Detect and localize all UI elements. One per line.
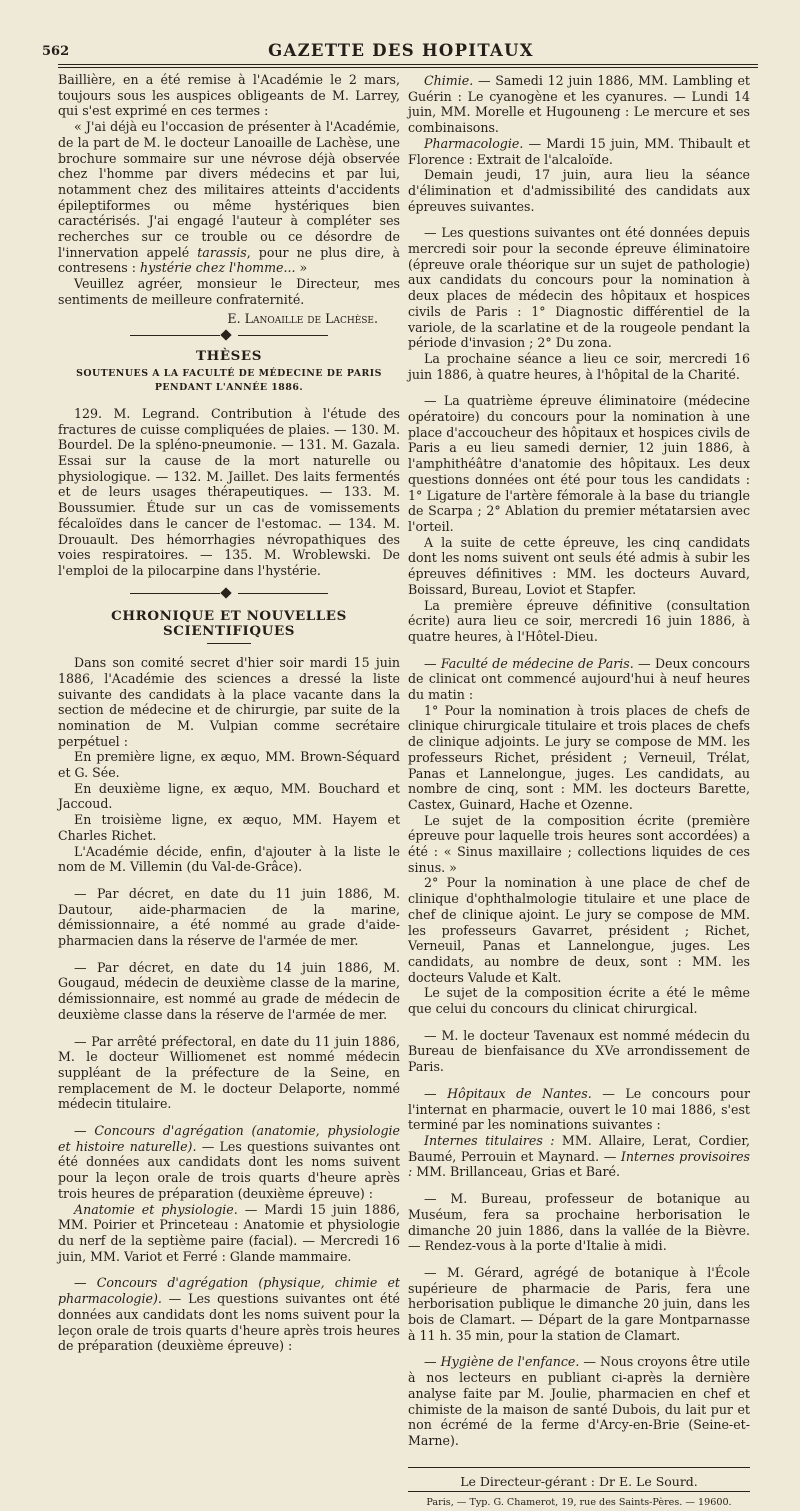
- chronique-agregation-1: — Concours d'agrégation (anatomie, physiologie et histoire naturelle). — Les questions suivantes ont été données aux candidats dont les noms suivent pour la leçon orale de trois quarts d'heure après trois heures de préparation (deuxième épreuve) :: [58, 1123, 400, 1201]
- theses-title: THÈSES: [196, 348, 262, 365]
- chronique-agregation-2: — Concours d'agrégation (physique, chimie et pharmacologie). — Les questions suivantes ont été données aux candidats dont les noms suivent pour la leçon orale de trois quarts d'heure après trois heures de préparation (deuxième épreuve) :: [58, 1275, 400, 1354]
- letter-intro: Baillière, en a été remise à l'Académie le 2 mars, toujours sous les auspices obligeants de M. Larrey, qui s'est exprimé en ces termes :: [58, 72, 400, 119]
- chronique-anatomie: Anatomie et physiologie. — Mardi 15 juin 1886, MM. Poirier et Princeteau : Anatomie et physiologie du nerf de la septième paire (facial). — Mercredi 16 juin, MM. Variot et Ferré : Glande mammaire.: [58, 1201, 400, 1264]
- internes: Internes titulaires : MM. Allaire, Lerat, Cordier, Baumé, Perrouin et Maynard. — Internes provisoires : MM. Brillanceau, Grias et Baré.: [408, 1133, 750, 1180]
- seance-elimination: Demain jeudi, 17 juin, aura lieu la séance d'élimination et d'admissibilité des candidats aux épreuves suivantes.: [408, 167, 750, 214]
- chronique-decret-dautour: — Par décret, en date du 11 juin 1886, M. Dautour, aide-pharmacien de la marine, démissionnaire, a été nommé au grade d'aide-pharmacien dans la réserve de l'armée de mer.: [58, 885, 400, 949]
- herborisation-gerard: — M. Gérard, agrégé de botanique à l'École supérieure de pharmacie de Paris, fera une herborisation publique le dimanche 20 juin, dans les bois de Clamart. — Départ de la gare Montparnasse à 11 h. 35 min, pour la station de Clamart.: [408, 1264, 750, 1343]
- chronique-rule: [207, 643, 251, 644]
- letter-quote: « J'ai déjà eu l'occasion de présenter à l'Académie, de la part de M. le docteur Lanoaille de Lachèse, une brochure sommaire sur une névrose déjà observée chez l'homme par divers médecins et par lui, notamment chez des militaires atteints d'accidents épileptiformes ou même hystériques bien caractérisés. J'ai engagé l'auteur à compléter ses recherches sur ce trouble ou ce désordre de l'innervation appelé tarassis, pour ne plus dire, à contresens : hystérie chez l'homme... »: [58, 119, 400, 276]
- epreuve-definitive: La première épreuve définitive (consultation écrite) aura lieu ce soir, mercredi 16 juin 1886, à quatre heures, à l'Hôtel-Dieu.: [408, 597, 750, 644]
- ornament-divider: [58, 331, 400, 340]
- hygiene-enfance: — Hygiène de l'enfance. — Nous croyons être utile à nos lecteurs en publiant ci-après la dernière analyse faite par M. Joulie, pharmacien en chef et chimiste de la maison de santé Dubois, du lait pur et non écrémé de la ferme d'Arcy-en-Brie (Seine-et-Marne).: [408, 1354, 750, 1448]
- footer-rule: [408, 1467, 750, 1468]
- sujet-composition: Le sujet de la composition écrite (première épreuve pour laquelle trois heures sont accordées) a été : « Sinus maxillaire ; collections liquides de ces sinus. »: [408, 812, 750, 875]
- page-header: [40, 36, 762, 64]
- faculte-clinicat: — Faculté de médecine de Paris. — Deux concours de clinicat ont commencé aujourd'hui à neuf heures du matin :: [408, 655, 750, 703]
- journal-title: GAZETTE DES HOPITAUX: [268, 41, 534, 60]
- clinique-ophtalmologie: 2° Pour la nomination à une place de chef de clinique d'ophthalmologie titulaire et une place de chef de clinique ajoint. Le jury se compose de MM. les professeurs Gavarret, président ; Richet, Verneuil, Panas et Lannelongue, juges. Les candidats, au nombre de deux, sont : MM. les docteurs Valude et Kalt.: [408, 875, 750, 985]
- hopitaux-nantes: — Hôpitaux de Nantes. — Le concours pour l'internat en pharmacie, ouvert le 10 mai 1886, s'est terminé par les nominations suivantes :: [408, 1085, 750, 1133]
- chronique-line-2: En deuxième ligne, ex æquo, MM. Bouchard et Jaccoud.: [58, 780, 400, 812]
- accoucheur-epreuve: — La quatrième épreuve éliminatoire (médecine opératoire) du concours pour la nomination à une place d'accoucheur des hôpitaux et hospices civils de Paris a eu lieu samedi dernier, 12 juin 1886, à l'amphithéâtre d'anatomie des hôpitaux. Les deux questions données ont été pour tous les candidats : 1° Ligature de l'artère fémorale à la base du triangle de Scarpa ; 2° Ablation du premier métatarsien avec l'orteil.: [408, 393, 750, 534]
- printer-line: Paris, — Typ. G. Chamerot, 19, rue des Saints-Pères. — 19600.: [426, 1497, 732, 1509]
- theses-list: 129. M. Legrand. Contribution à l'étude des fractures de cuisse compliquées de plaies. — 130. M. Bourdel. De la spléno-pneumonie. — 131. M. Gazala. Essai sur la cause de la mort naturelle ou physiologique. — 132. M. Jaillet. Des laits fermentés et de leurs usages thérapeutiques. — 133. M. Boussumier. Étude sur un cas de vomissements fécaloïdes dans le cancer de l'estomac. — 134. M. Drouault. Des hémorrhagies névropathiques des voies respiratoires. — 135. M. Wroblewski. De l'emploi de la pilocarpine dans l'hystérie.: [58, 405, 400, 578]
- letter-signature: E. Lanoaille de Lachèse.: [227, 310, 378, 326]
- chronique-line-1: En première ligne, ex æquo, MM. Brown-Séquard et G. Sée.: [58, 749, 400, 781]
- questions-medecin: — Les questions suivantes ont été données depuis mercredi soir pour la seconde épreuve éliminatoire (épreuve orale théorique sur un sujet de pathologie) aux candidats du concours pour la nomination à deux places de médecin des hôpitaux et hospices civils de Paris : 1° Diagnostic différentiel de la variole, de la scarlatine et de la rougeole pendant la période d'invasion ; 2° Du zona.: [408, 225, 750, 351]
- page-number: 562: [42, 44, 70, 59]
- ornament-divider: [58, 589, 400, 598]
- chronique-title: CHRONIQUE ET NOUVELLES SCIENTIFIQUES: [111, 607, 347, 640]
- candidats-admis: A la suite de cette épreuve, les cinq candidats dont les noms suivent ont seuls été admis à subir les épreuves définitives : MM. les docteurs Auvard, Boissard, Bureau, Loviot et Stapfer.: [408, 534, 750, 597]
- chronique-decret-gougaud: — Par décret, en date du 14 juin 1886, M. Gougaud, médecin de deuxième classe de la marine, démissionnaire, est nommé au grade de médecin de deuxième classe dans la réserve de l'armée de mer.: [58, 959, 400, 1022]
- printer-rule: [408, 1491, 750, 1492]
- right-column: [408, 73, 750, 1511]
- directeur-gerant: Le Directeur-gérant : Dr E. Le Sourd.: [460, 1473, 698, 1489]
- letter-closing: Veuillez agréer, monsieur le Directeur, mes sentiments de meilleure confraternité.: [58, 276, 400, 307]
- herborisation-bureau: — M. Bureau, professeur de botanique au Muséum, fera sa prochaine herborisation le dimanche 20 juin 1886, dans la vallée de la Bièvre. — Rendez-vous à la porte d'Italie à midi.: [408, 1191, 750, 1254]
- chronique-line-3: En troisième ligne, ex æquo, MM. Hayem et Charles Richet.: [58, 812, 400, 843]
- theses-subtitle-1: SOUTENUES A LA FACULTÉ DE MÉDECINE DE PARIS: [76, 367, 382, 379]
- chimie: Chimie. — Samedi 12 juin 1886, MM. Lambling et Guérin : Le cyanogène et les cyanures. — Lundi 14 juin, MM. Morelle et Hugouneng : Le mercure et ses combinaisons.: [408, 73, 750, 136]
- sujet-identique: Le sujet de la composition écrite a été le même que celui du concours du clinicat chirurgical.: [408, 985, 750, 1017]
- prochaine-seance: La prochaine séance a lieu ce soir, mercredi 16 juin 1886, à quatre heures, à l'hôpital de la Charité.: [408, 350, 750, 382]
- pharmacologie: Pharmacologie. — Mardi 15 juin, MM. Thibault et Florence : Extrait de l'alcaloïde.: [408, 135, 750, 167]
- tavenaux: — M. le docteur Tavenaux est nommé médecin du Bureau de bienfaisance du XVe arrondissement de Paris.: [408, 1027, 750, 1075]
- left-column: [58, 72, 400, 1354]
- header-rule-thin: [58, 67, 758, 68]
- chronique-academy: Dans son comité secret d'hier soir mardi 15 juin 1886, l'Académie des sciences a dressé la liste suivante des candidats à la place vacante dans la section de médecine et de chirurgie, par suite de la nomination de M. Vulpian comme secrétaire perpétuel :: [58, 655, 400, 749]
- chronique-villemin: L'Académie décide, enfin, d'ajouter à la liste le nom de M. Villemin (du Val-de-Grâce).: [58, 843, 400, 875]
- chronique-arrete: — Par arrêté préfectoral, en date du 11 juin 1886, M. le docteur Williomenet est nommé médecin suppléant de la préfecture de la Seine, en remplacement de M. le docteur Delaporte, nommé médecin titulaire.: [58, 1033, 400, 1112]
- header-rule: [58, 64, 758, 65]
- theses-subtitle-2: PENDANT L'ANNÉE 1886.: [154, 381, 304, 393]
- clinique-chirurgicale: 1° Pour la nomination à trois places de chefs de clinique chirurgicale titulaire et trois places de chefs de clinique adjoints. Le jury se compose de MM. les professeurs Richet, président ; Verneuil, Trélat, Panas et Lannelongue, juges. Les candidats, au nombre de cinq, sont : MM. les docteurs Barette, Castex, Guinard, Hache et Ozenne.: [408, 702, 750, 812]
